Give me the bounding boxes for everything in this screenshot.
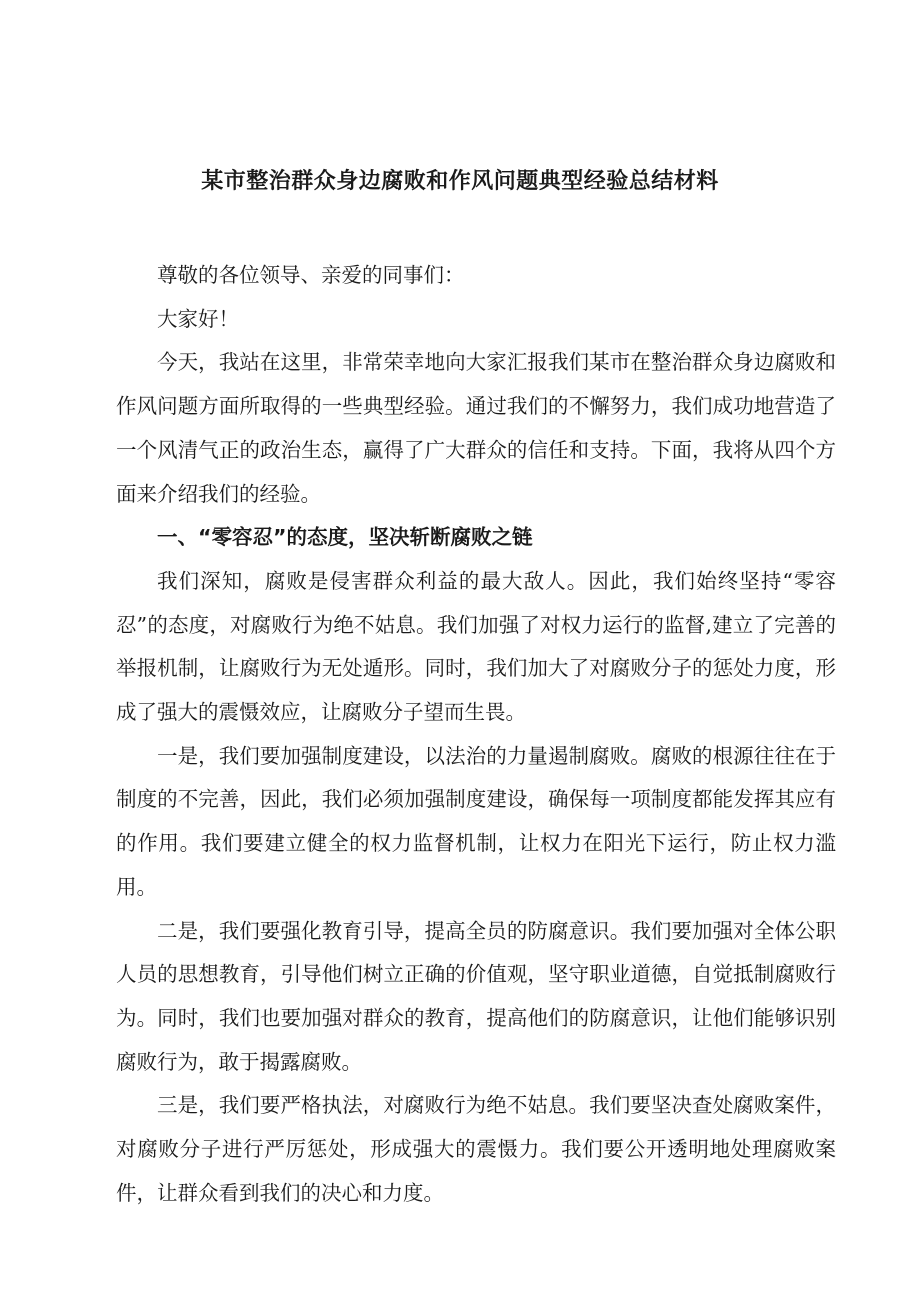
intro-paragraph: 今天，我站在这里，非常荣幸地向大家汇报我们某市在整治群众身边腐败和作风问题方面所取得的一些典型经验。通过我们的不懈努力，我们成功地营造了一个风清气正的政治生态，赢得了广大群众的信任和支持。下面，我将从四个方面来介绍我们的经验。: [116, 350, 836, 506]
greeting: 大家好！: [157, 306, 239, 331]
paragraph: 我们深知，腐败是侵害群众利益的最大敌人。因此，我们始终坚持“零容忍”的态度，对腐败行为绝不姑息。我们加强了对权力运行的监督,建立了完善的举报机制，让腐败行为无处遁形。同时，我们加大了对腐败分子的惩处力度，形成了强大的震慑效应，让腐败分子望而生畏。: [116, 568, 836, 725]
paragraph: 一是，我们要加强制度建设，以法治的力量遏制腐败。腐败的根源往往在于制度的不完善，因此，我们必须加强制度建设，确保每一项制度都能发挥其应有的作用。我们要建立健全的权力监督机制，让权力在阳光下运行，防止权力滥用。: [116, 743, 836, 899]
document-body: [116, 254, 836, 1215]
section-heading: 一、“零容忍”的态度，坚决斩断腐败之链: [157, 525, 533, 550]
document-title: 某市整治群众身边腐败和作风问题典型经验总结材料: [201, 169, 719, 194]
salutation: 尊敬的各位领导、亲爱的同事们：: [157, 263, 465, 287]
paragraph: 二是，我们要强化教育引导，提高全员的防腐意识。我们要加强对全体公职人员的思想教育，引导他们树立正确的价值观，坚守职业道德，自觉抵制腐败行为。同时，我们也要加强对群众的教育，提高他们的防腐意识，让他们能够识别腐败行为，敢于揭露腐败。: [116, 918, 836, 1074]
paragraph: 三是，我们要严格执法，对腐败行为绝不姑息。我们要坚决查处腐败案件，对腐败分子进行严厉惩处，形成强大的震慑力。我们要公开透明地处理腐败案件，让群众看到我们的决心和力度。: [116, 1093, 836, 1205]
